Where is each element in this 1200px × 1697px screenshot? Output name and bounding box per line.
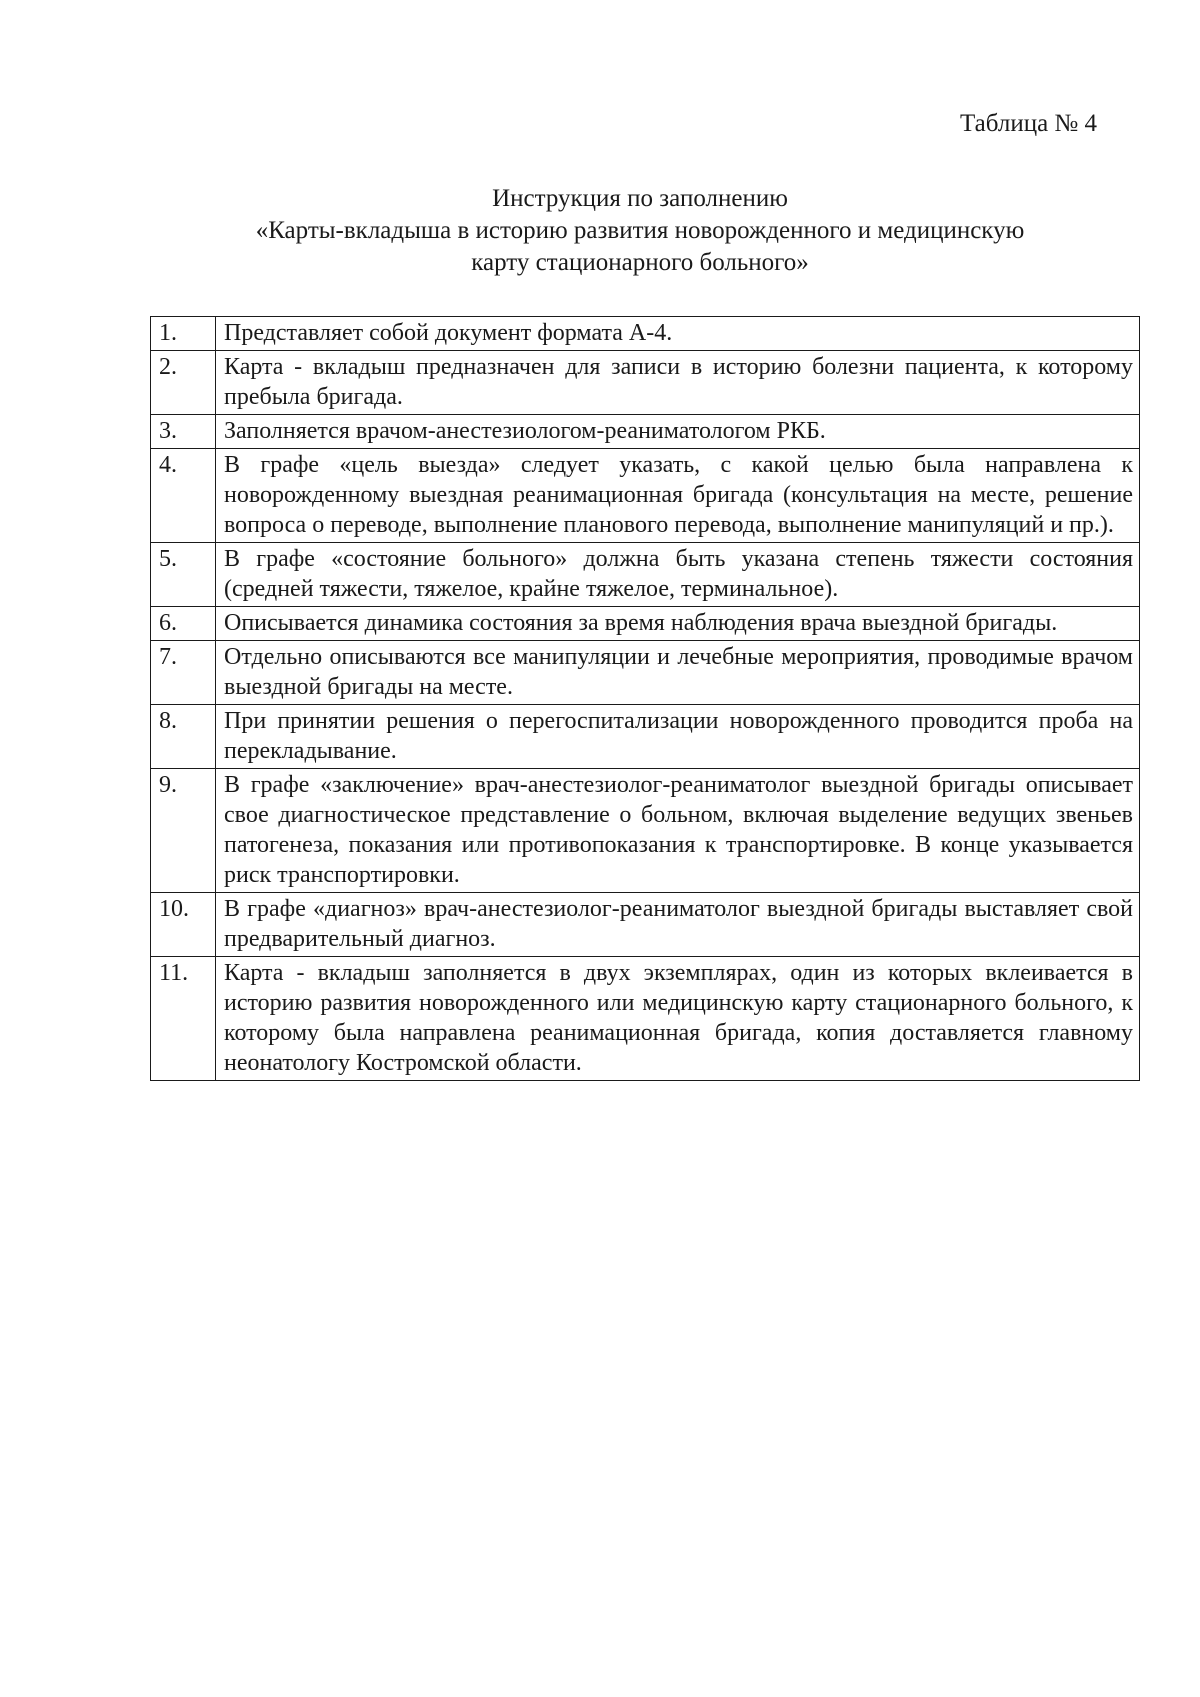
table-row <box>151 415 1140 449</box>
row-number: 4. <box>151 449 216 543</box>
row-text: Описывается динамика состояния за время наблюдения врача выездной бригады. <box>216 607 1140 641</box>
row-text: В графе «заключение» врач-анестезиолог-реаниматолог выездной бригады описывает свое диагностическое представление о больном, включая выделение ведущих звеньев патогенеза, показания или противопоказания к транспортировке. В конце указывается риск транспортировки. <box>216 769 1140 893</box>
row-number: 11. <box>151 957 216 1081</box>
table-row <box>151 705 1140 769</box>
row-number: 2. <box>151 351 216 415</box>
table-row <box>151 893 1140 957</box>
document-heading <box>200 183 1080 279</box>
table-row <box>151 957 1140 1081</box>
table-row <box>151 351 1140 415</box>
heading-line-2: «Карты-вкладыша в историю развития новорожденного и медицинскую <box>255 217 1025 244</box>
row-number: 7. <box>151 641 216 705</box>
instructions-table <box>150 316 1140 1081</box>
row-number: 9. <box>151 769 216 893</box>
heading-line-3: карту стационарного больного» <box>471 249 809 276</box>
table-row <box>151 607 1140 641</box>
row-number: 5. <box>151 543 216 607</box>
row-number: 8. <box>151 705 216 769</box>
row-number: 10. <box>151 893 216 957</box>
row-text: В графе «состояние больного» должна быть указана степень тяжести состояния (средней тяжести, тяжелое, крайне тяжелое, терминальное). <box>216 543 1140 607</box>
row-text: При принятии решения о перегоспитализации новорожденного проводится проба на перекладывание. <box>216 705 1140 769</box>
table-row <box>151 641 1140 705</box>
row-text: Заполняется врачом-анестезиологом-реаниматологом РКБ. <box>216 415 1140 449</box>
row-text: Карта - вкладыш заполняется в двух экземплярах, один из которых вклеивается в историю развития новорожденного или медицинскую карту стационарного больного, к которому была направлена реанимационная бригада, копия доставляется главному неонатологу Костромской области. <box>216 957 1140 1081</box>
heading-line-1: Инструкция по заполнению <box>492 185 788 212</box>
table-row <box>151 543 1140 607</box>
row-number: 1. <box>151 317 216 351</box>
row-text: Представляет собой документ формата А-4. <box>216 317 1140 351</box>
row-number: 6. <box>151 607 216 641</box>
table-row <box>151 769 1140 893</box>
row-text: В графе «цель выезда» следует указать, с какой целью была направлена к новорожденному выездная реанимационная бригада (консультация на месте, решение вопроса о переводе, выполнение планового перевода, выполнение манипуляций и пр.). <box>216 449 1140 543</box>
row-text: Карта - вкладыш предназначен для записи в историю болезни пациента, к которому пребыла бригада. <box>216 351 1140 415</box>
row-number: 3. <box>151 415 216 449</box>
row-text: В графе «диагноз» врач-анестезиолог-реаниматолог выездной бригады выставляет свой предварительный диагноз. <box>216 893 1140 957</box>
table-number: Таблица № 4 <box>960 110 1098 137</box>
table-row <box>151 449 1140 543</box>
row-text: Отдельно описываются все манипуляции и лечебные мероприятия, проводимые врачом выездной бригады на месте. <box>216 641 1140 705</box>
table-row <box>151 317 1140 351</box>
